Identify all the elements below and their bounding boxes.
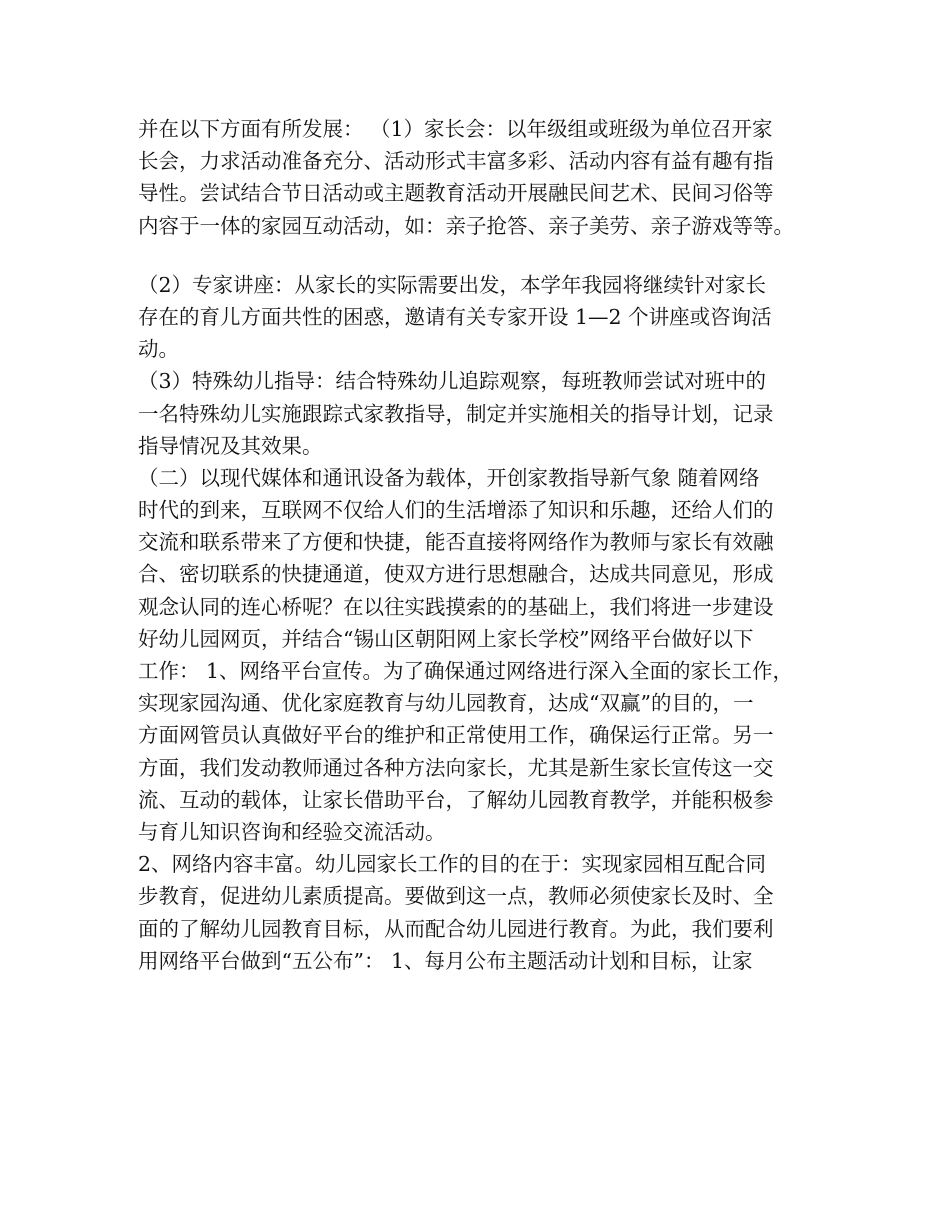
text-line: 动。 <box>138 337 179 362</box>
text-line: 方面，我们发动教师通过各种方法向家长，尤其是新生家长宣传这一交 <box>138 755 774 780</box>
text-line: 用网络平台做到“五公布”： 1、每月公布主题活动计划和目标，让家 <box>138 948 753 973</box>
paragraph-gap <box>138 242 828 269</box>
text-line: 好幼儿园网页，并结合“锡山区朝阳网上家长学校”网络平台做好以下 <box>138 626 754 651</box>
text-line: 与育儿知识咨询和经验交流活动。 <box>138 819 446 844</box>
text-line: （二）以现代媒体和通讯设备为载体，开创家教指导新气象 随着网络 <box>138 465 760 490</box>
text-line: 面的了解幼儿园教育目标，从而配合幼儿园进行教育。为此，我们要利 <box>138 916 774 941</box>
text-line: 工作： 1、网络平台宣传。为了确保通过网络进行深入全面的家长工作， <box>138 659 794 683</box>
text-line: 长会，力求活动准备充分、活动形式丰富多彩、活动内容有益有趣有指 <box>138 149 774 174</box>
text-line: 内容于一体的家园互动活动，如：亲子抢答、亲子美劳、亲子游戏等等。 <box>138 213 794 238</box>
text-line: 一名特殊幼儿实施跟踪式家教指导，制定并实施相关的指导计划，记录 <box>138 401 774 426</box>
text-line <box>138 1073 828 1105</box>
text-line: 实现家园沟通、优化家庭教育与幼儿园教育，达成“双赢”的目的，一 <box>138 691 754 716</box>
paragraph-main <box>138 269 828 1106</box>
text-line <box>138 977 828 1009</box>
text-line: 步教育，促进幼儿素质提高。要做到这一点，教师必须使家长及时、全 <box>138 884 774 909</box>
paragraph-parent-activities <box>138 113 828 242</box>
text-line <box>138 1009 828 1041</box>
document-body <box>138 113 828 1106</box>
text-line: 导性。尝试结合节日活动或主题教育活动开展融民间艺术、民间习俗等 <box>138 181 774 206</box>
text-line: （2）专家讲座：从家长的实际需要出发，本学年我园将继续针对家长 <box>138 272 767 297</box>
text-line: 2、网络内容丰富。幼儿园家长工作的目的在于：实现家园相互配合同 <box>138 852 767 877</box>
text-line: 观念认同的连心桥呢？在以往实践摸索的的基础上，我们将进一步建设 <box>138 594 774 619</box>
text-line: 并在以下方面有所发展： （1）家长会：以年级组或班级为单位召开家 <box>138 117 773 141</box>
text-line <box>138 1041 828 1073</box>
text-line: 方面网管员认真做好平台的维护和正常使用工作，确保运行正常。另一 <box>138 723 774 748</box>
text-line: 流、互动的载体，让家长借助平台，了解幼儿园教育教学，并能积极参 <box>138 787 774 812</box>
text-line: 指导情况及其效果。 <box>138 433 323 458</box>
text-line: 时代的到来，互联网不仅给人们的生活增添了知识和乐趣，还给人们的 <box>138 498 774 523</box>
text-line: 交流和联系带来了方便和快捷，能否直接将网络作为教师与家长有效融 <box>138 530 774 555</box>
text-line: 存在的育儿方面共性的困惑，邀请有关专家开设 1—2 个讲座或咨询活 <box>138 304 772 329</box>
text-line: （3）特殊幼儿指导：结合特殊幼儿追踪观察，每班教师尝试对班中的 <box>138 369 767 394</box>
text-line: 合、密切联系的快捷通道，使双方进行思想融合，达成共同意见，形成 <box>138 562 774 587</box>
